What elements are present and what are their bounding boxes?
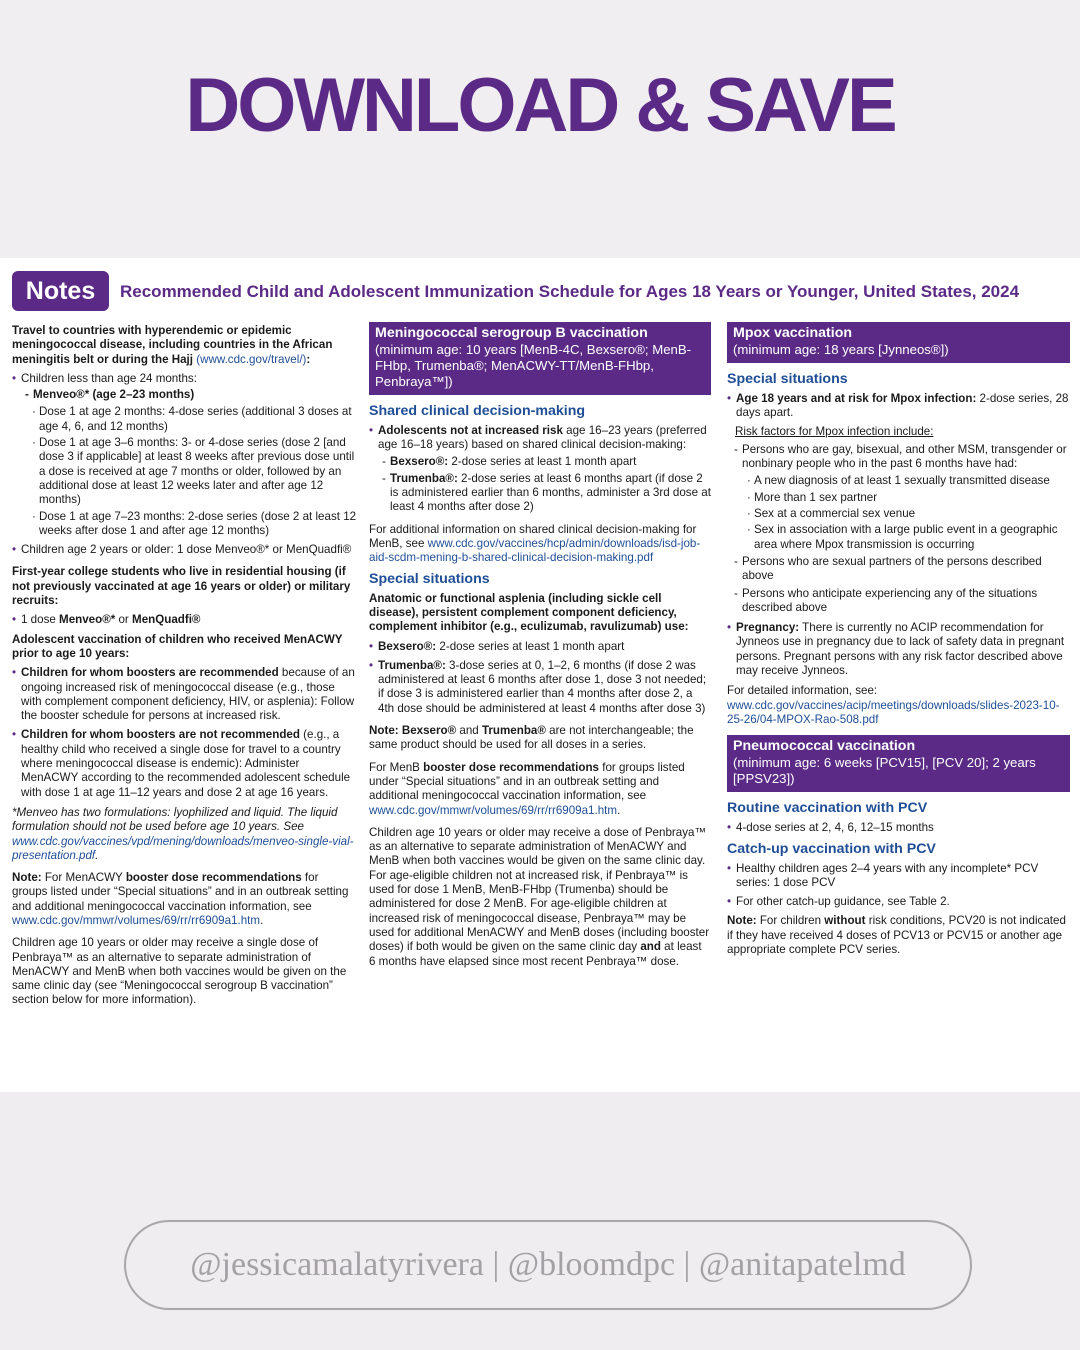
mpox-box-title: Mpox vaccination: [733, 325, 853, 341]
mpox-detail-info: For detailed information, see: www.cdc.gov/vaccines/acip/meetings/downloads/slides-2023-10-25-26/04-MPOX-Rao-508.pdf: [727, 684, 1060, 726]
menveo-dose-list: [32, 405, 357, 538]
scdm-link[interactable]: www.cdc.gov/vaccines/hcp/admin/downloads/isd-job-aid-scdm-mening-b-shared-clinical-decision-making.pdf: [369, 537, 701, 565]
list-item: · Dose 1 at age 2 months: 4-dose series (additional 3 doses at age 4, 6, and 12 months): [32, 405, 357, 434]
bexsero-item: - Bexsero®: 2-dose series at least 1 month apart: [381, 455, 711, 469]
scdm-additional-info: For additional information on shared clinical decision-making for MenB, see www.cdc.gov/vaccines/hcp/admin/downloads/isd-job-aid-scdm-mening-b-shared-clinical-decision-making.pdf: [369, 522, 701, 565]
list-item: · Sex in association with a large public event in a geographic area where Mpox transmission is occurring: [747, 523, 1070, 552]
menb-box-title: Meningococcal serogroup B vaccination: [375, 325, 648, 341]
ss-bexsero-item: • Bexsero®: 2-dose series at least 1 month apart: [369, 640, 711, 654]
catchup-item-1: • Healthy children ages 2–4 years with any incomplete* PCV series: 1 dose PCV: [727, 862, 1070, 891]
pneumo-box-title: Pneumococcal vaccination: [733, 738, 916, 755]
travel-link[interactable]: (www.cdc.gov/travel/): [196, 352, 307, 366]
column-mpox-pneumococcal: [727, 322, 1070, 962]
acwy-booster-note: Note: For MenACWY booster dose recommendations for groups listed under “Special situations” and in an outbreak setting and additional meningococcal vaccination information, see www.cdc.gov/mmwr/volumes/69/rr/rr6909a1.htm.: [12, 871, 349, 927]
mpox-special-heading: Special situations: [727, 371, 848, 387]
mpox-box-subtitle: (minimum age: 18 years [Jynneos®]): [733, 342, 949, 357]
banner: [0, 0, 1080, 258]
pneumo-box: [727, 735, 1070, 792]
list-item: · More than 1 sex partner: [747, 491, 1070, 505]
penbraya-info: Children age 10 years or older may receive a dose of Penbraya™ as an alternative to separate administration of MenACWY and MenB when both vaccines would be given on the same clinic day. For age-eligible children not at increased risk, if Penbraya™ is used for dose 1 MenB, MenB-FHbp (Trumenba) should be administered for dose 2 MenB. For age-eligible children at increased risk of meningococcal disease, Penbraya™ may be used for additional MenACWY and MenB doses (including booster doses) if both would be given on the same clinic day and at least 6 months have elapsed since most recent Penbraya™ dose.: [369, 825, 710, 968]
banner-title: DOWNLOAD & SAVE: [185, 63, 895, 148]
adolescent-heading: Adolescent vaccination of children who received MenACWY prior to age 10 years:: [12, 632, 343, 660]
menveo-footnote: *Menveo has two formulations: lyophilized and liquid. The liquid formulation should not be used before age 10 years. See www.cdc.gov/vaccines/vpd/mening/downloads/menveo-single-vial-presentation.pdf.: [12, 805, 354, 862]
list-item: · Sex at a commercial sex venue: [747, 507, 1070, 521]
routine-pcv-item: • 4-dose series at 2, 4, 6, 12–15 months: [727, 821, 1070, 835]
college-item: • 1 dose Menveo®* or MenQuadfi®: [12, 613, 357, 627]
pregnancy-item: • Pregnancy: There is currently no ACIP recommendation for Jynneos use in pregnancy due to lack of safety data in pregnant persons. Pregnant persons with any risk factor described above may receive Jynneos.: [727, 621, 1070, 678]
travel-heading: Travel to countries with hyperendemic or epidemic meningococcal disease, including countries in the African meningitis belt or during the Hajj (www.cdc.gov/travel/):: [12, 324, 333, 366]
acwy-mmwr-link[interactable]: www.cdc.gov/mmwr/volumes/69/rr/rr6909a1.htm: [12, 913, 261, 927]
document-title: Recommended Child and Adolescent Immunization Schedule for Ages 18 Years or Younger, United States, 2024: [120, 282, 1020, 301]
list-item: · Dose 1 at age 7–23 months: 2-dose series (dose 2 at least 12 weeks after dose 1 and after age 12 months): [32, 510, 357, 539]
mpox-age18-item: • Age 18 years and at risk for Mpox infection: 2-dose series, 28 days apart.: [727, 392, 1070, 421]
interchangeable-note: Note: Bexsero® and Trumenba® are not interchangeable; the same product should be used for all doses in a series.: [369, 724, 694, 752]
boosters-recommended: • Children for whom boosters are recommended because of an ongoing increased risk of meningococcal disease (e.g., those with complement component deficiency, HIV, or asplenia): Follow the booster schedule for persons at increased risk.: [12, 666, 357, 723]
menb-mmwr-link[interactable]: www.cdc.gov/mmwr/volumes/69/rr/rr6909a1.htm: [369, 803, 618, 817]
column-meningococcal-acwy: [12, 324, 357, 1013]
menveo-label: - Menveo®* (age 2–23 months): [24, 388, 357, 402]
menb-box: [369, 322, 711, 395]
pcv-note: Note: For children without risk conditions, PCV20 is not indicated if they have received 4 doses of PCV13 or PCV15 or another age appropriate complete PCV series.: [727, 914, 1066, 957]
notes-badge: Notes: [12, 271, 109, 311]
risk-msm: - Persons who are gay, bisexual, and other MSM, transgender or nonbinary people who in the past 6 months have had:: [733, 443, 1070, 472]
risk-factors-heading: Risk factors for Mpox infection include:: [735, 424, 934, 438]
menveo-footnote-link[interactable]: www.cdc.gov/vaccines/vpd/mening/downloads/menveo-single-vial-presentation.pdf: [12, 834, 354, 862]
routine-pcv-heading: Routine vaccination with PCV: [727, 800, 928, 817]
list-item: · A new diagnosis of at least 1 sexually transmitted disease: [747, 474, 1070, 488]
document-page: [0, 258, 1080, 1092]
ss-trumenba-item: • Trumenba®: 3-dose series at 0, 1–2, 6 months (if dose 2 was administered at least 6 months after dose 1, dose 3 not needed; if dose 3 is administered earlier than 4 months after dose 2, a 4th dose should be administered at least 4 months after dose 3): [369, 659, 711, 716]
age-2-or-older: • Children age 2 years or older: 1 dose Menveo®* or MenQuadfi®: [12, 543, 357, 557]
special-situations-heading: Special situations: [369, 570, 490, 587]
column-meningococcal-b: [369, 322, 711, 974]
under-24-months: • Children less than age 24 months:: [12, 372, 357, 386]
list-item: · Dose 1 at age 3–6 months: 3- or 4-dose series (dose 2 [and dose 3 if applicable] at least 8 weeks after previous dose until a dose is received at age 7 months or older, followed by an additional dose at least 12 weeks later and after age 12 months): [32, 436, 357, 507]
catchup-item-2: • For other catch-up guidance, see Table 2.: [727, 895, 1070, 909]
footer: [0, 1092, 1080, 1350]
menb-booster-note: For MenB booster dose recommendations for groups listed under “Special situations” and in an outbreak setting and additional meningococcal vaccination information, see www.cdc.gov/mmwr/volumes/69/rr/rr6909a1.htm.: [369, 760, 685, 817]
catchup-pcv-heading: Catch-up vaccination with PCV: [727, 840, 936, 857]
risk-anticipate: - Persons who anticipate experiencing any of the situations described above: [733, 587, 1070, 616]
scdm-item: • Adolescents not at increased risk age 16–23 years (preferred age 16–18 years) based on shared clinical decision-making:: [369, 424, 711, 453]
social-handles: @jessicamalatyrivera | @bloomdpc | @anitapatelmd: [124, 1220, 972, 1310]
menb-box-subtitle: (minimum age: 10 years [MenB-4C, Bexsero®; MenB-FHbp, Trumenba®; MenACWY-TT/MenB-FHbp, Penbraya™]): [375, 342, 692, 389]
trumenba-item: - Trumenba®: 2-dose series at least 6 months apart (if dose 2 is administered earlier than 6 months, administer a 3rd dose at least 4 months after dose 2): [381, 472, 711, 515]
penbraya-note: Children age 10 years or older may receive a single dose of Penbraya™ as an alternative to separate administration of MenACWY and MenB when both vaccines would be given on the same clinic day (see “Meningococcal serogroup B vaccination” section below for more information).: [12, 936, 347, 1007]
mpox-link[interactable]: www.cdc.gov/vaccines/acip/meetings/downloads/slides-2023-10-25-26/04-MPOX-Rao-508.pdf: [727, 698, 1060, 726]
risk-partners: - Persons who are sexual partners of the persons described above: [733, 555, 1070, 584]
college-heading: First-year college students who live in residential housing (if not previously vaccinated at age 16 years or older) or military recruits:: [12, 565, 351, 608]
scdm-heading: Shared clinical decision-making: [369, 403, 586, 419]
mpox-box: [727, 322, 1070, 363]
pneumo-box-subtitle: (minimum age: 6 weeks [PCV15], [PCV 20]; 2 years [PPSV23]): [733, 755, 1036, 787]
boosters-not-recommended: • Children for whom boosters are not recommended (e.g., a healthy child who received a single dose for travel to a country where meningococcal disease is endemic): Administer MenACWY according to the recommended adolescent schedule with dose 1 at age 11–12 years and dose 2 at age 16 years.: [12, 728, 357, 799]
asplenia-heading: Anatomic or functional asplenia (including sickle cell disease), persistent complement component deficiency, complement inhibitor (e.g., eculizumab, ravulizumab) use:: [369, 591, 689, 634]
